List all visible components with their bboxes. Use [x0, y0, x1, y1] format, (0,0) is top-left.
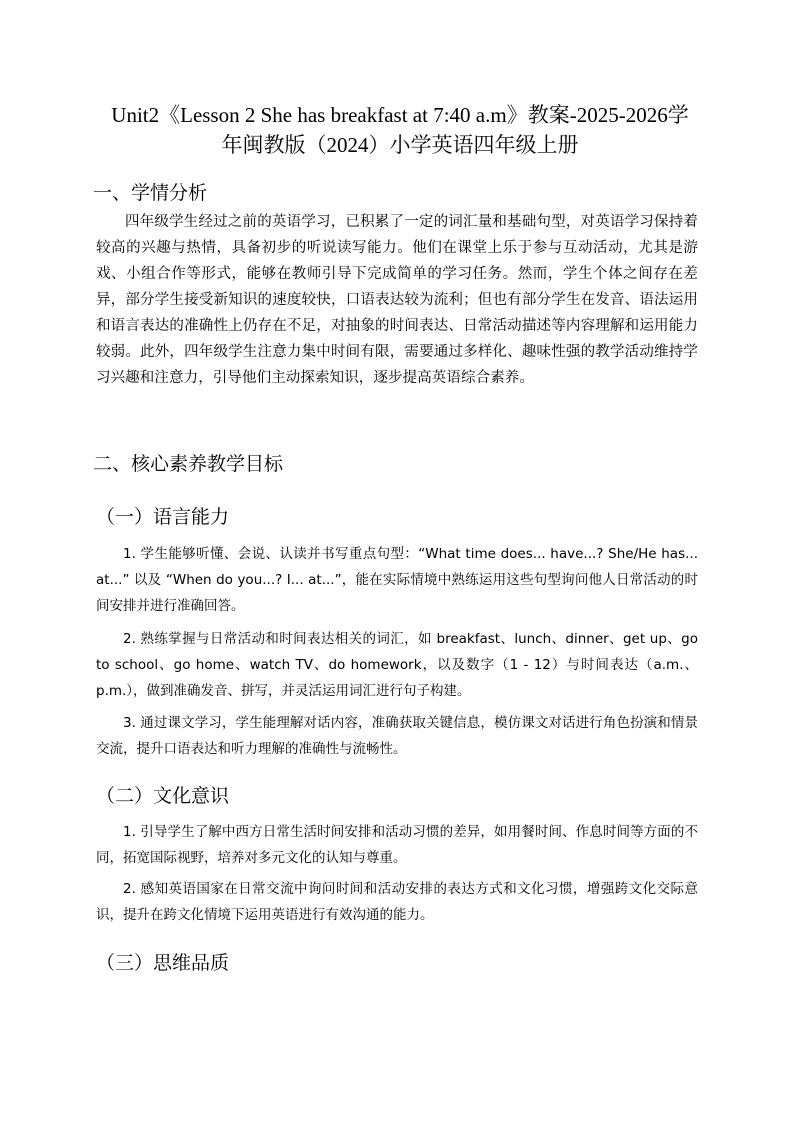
language-ability-item-2: 2. 熟练掌握与日常活动和时间表达相关的词汇，如 breakfast、lunch、dinner、get up、go to school、go home、watch TV、do homework，以及数字（1 - 12）与时间表达（a.m.、p.m.），做到准确发音、拼写，并灵活运用词汇进行句子构建。 [96, 631, 698, 699]
subheading-cultural-awareness: （二）文化意识 [96, 785, 230, 807]
subheading-thinking-quality: （三）思维品质 [96, 952, 230, 974]
cultural-awareness-item-1: 1. 引导学生了解中西方日常生活时间安排和活动习惯的差异，如用餐时间、作息时间等方面的不同，拓宽国际视野，培养对多元文化的认知与尊重。 [96, 824, 698, 866]
subheading-language-ability: （一）语言能力 [96, 506, 230, 528]
language-ability-item-1: 1. 学生能够听懂、会说、认读并书写重点句型：“What time does... have...? She/He has... at...” 以及 “When do you...? I... at...”，能在实际情境中熟练运用这些句型询问他人日常活动的时间安排并进行准确回答。 [96, 546, 698, 614]
title-line-1: Unit2《Lesson 2 She has breakfast at 7:40 a.m》教案-2025-2026学 [111, 103, 689, 127]
section-heading-core-objectives: 二、核心素养教学目标 [93, 453, 284, 475]
section-heading-learner-analysis: 一、学情分析 [93, 182, 208, 204]
learner-analysis-paragraph: 四年级学生经过之前的英语学习，已积累了一定的词汇量和基础句型，对英语学习保持着较高的兴趣与热情，具备初步的听说读写能力。他们在课堂上乐于参与互动活动，尤其是游戏、小组合作等形式，能够在教师引导下完成简单的学习任务。然而，学生个体之间存在差异，部分学生接受新知识的速度较快，口语表达较为流利；但也有部分学生在发音、语法运用和语言表达的准确性上仍存在不足，对抽象的时间表达、日常活动描述等内容理解和运用能力较弱。此外，四年级学生注意力集中时间有限，需要通过多样化、趣味性强的教学活动维持学习兴趣和注意力，引导他们主动探索知识，逐步提高英语综合素养。 [96, 214, 698, 386]
document-title [90, 100, 710, 160]
title-line-2: 年闽教版（2024）小学英语四年级上册 [221, 133, 579, 157]
language-ability-item-3: 3. 通过课文学习，学生能理解对话内容，准确获取关键信息，模仿课文对话进行角色扮演和情景交流，提升口语表达和听力理解的准确性与流畅性。 [96, 715, 698, 757]
cultural-awareness-item-2: 2. 感知英语国家在日常交流中询问时间和活动安排的表达方式和文化习惯，增强跨文化交际意识，提升在跨文化情境下运用英语进行有效沟通的能力。 [96, 881, 698, 923]
